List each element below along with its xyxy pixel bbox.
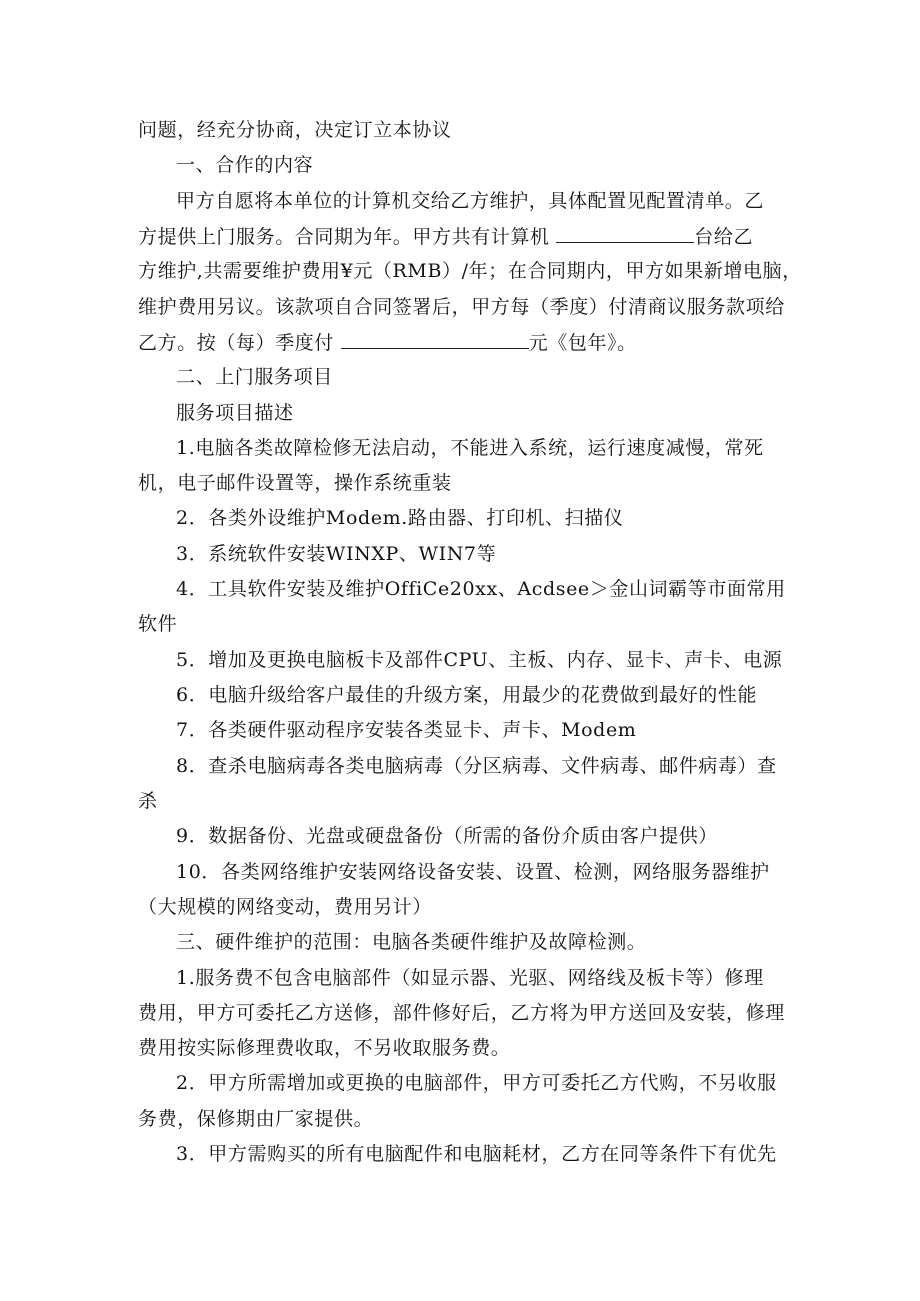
text-line: 问题，经充分协商，决定订立本协议 xyxy=(138,119,452,141)
list-item: 3．系统软件安装WINXP、WIN7等 xyxy=(176,543,497,565)
list-item-continuation: 软件 xyxy=(138,613,178,635)
text-line-with-blank xyxy=(138,224,753,249)
section-heading: 三、硬件维护的范围：电脑各类硬件维护及故障检测。 xyxy=(176,931,647,953)
text-segment: 方提供上门服务。合同期为年。甲方共有计算机 xyxy=(138,226,557,248)
list-item: 4．工具软件安装及维护OffiCe20xx、Acdsee＞金山词霸等市面常用 xyxy=(176,578,786,600)
text-line: 方维护,共需要维护费用¥元（RMB）/年；在合同期内，甲方如果新增电脑， xyxy=(138,260,802,282)
list-item: 2．甲方所需增加或更换的电脑部件，甲方可委托乙方代购，不另收服 xyxy=(176,1072,777,1094)
text-segment: 台给乙 xyxy=(694,226,754,248)
subheading: 服务项目描述 xyxy=(176,402,294,424)
fill-in-blank xyxy=(341,330,529,349)
list-item-continuation: 机，电子邮件设置等，操作系统重装 xyxy=(138,472,452,494)
list-item-continuation: 费用，甲方可委托乙方送修，部件修好后，乙方将为甲方送回及安装，修理 xyxy=(138,1002,785,1024)
section-heading: 二、上门服务项目 xyxy=(176,366,333,388)
list-item: 10．各类网络维护安装网络设备安装、设置、检测，网络服务器维护 xyxy=(176,861,770,883)
list-item-continuation: 杀 xyxy=(138,790,158,812)
text-line: 维护费用另议。该款项自合同签署后，甲方每（季度）付清商议服务款项给 xyxy=(138,296,785,318)
list-item-continuation: 务费，保修期由厂家提供。 xyxy=(138,1108,374,1130)
list-item: 5．增加及更换电脑板卡及部件CPU、主板、内存、显卡、声卡、电源 xyxy=(176,649,783,671)
list-item-continuation: （大规模的网络变动，费用另计） xyxy=(138,896,433,918)
list-item: 7．各类硬件驱动程序安装各类显卡、声卡、Modem xyxy=(176,719,637,741)
text-segment: 元《包年》。 xyxy=(528,332,637,354)
list-item: 2．各类外设维护Modem.路由器、打印机、扫描仪 xyxy=(176,507,624,529)
list-item: 3．甲方需购买的所有电脑配件和电脑耗材，乙方在同等条件下有优先 xyxy=(176,1143,777,1165)
list-item-continuation: 费用按实际修理费收取，不另收取服务费。 xyxy=(138,1037,511,1059)
list-item: 8．查杀电脑病毒各类电脑病毒（分区病毒、文件病毒、邮件病毒）查 xyxy=(176,755,777,777)
list-item: 1.电脑各类故障检修无法启动，不能进入系统，运行速度减慢，常死 xyxy=(176,437,764,459)
section-heading: 一、合作的内容 xyxy=(176,154,314,176)
list-item: 9．数据备份、光盘或硬盘备份（所需的备份介质由客户提供） xyxy=(176,825,718,847)
text-line: 甲方自愿将本单位的计算机交给乙方维护，具体配置见配置清单。乙 xyxy=(176,190,765,212)
text-line-with-blank xyxy=(138,330,637,355)
list-item: 6．电脑升级给客户最佳的升级方案，用最少的花费做到最好的性能 xyxy=(176,684,758,706)
list-item: 1.服务费不包含电脑部件（如显示器、光驱、网络线及板卡等）修理 xyxy=(176,967,764,989)
text-segment: 乙方。按（每）季度付 xyxy=(138,332,341,354)
fill-in-blank xyxy=(556,224,694,243)
